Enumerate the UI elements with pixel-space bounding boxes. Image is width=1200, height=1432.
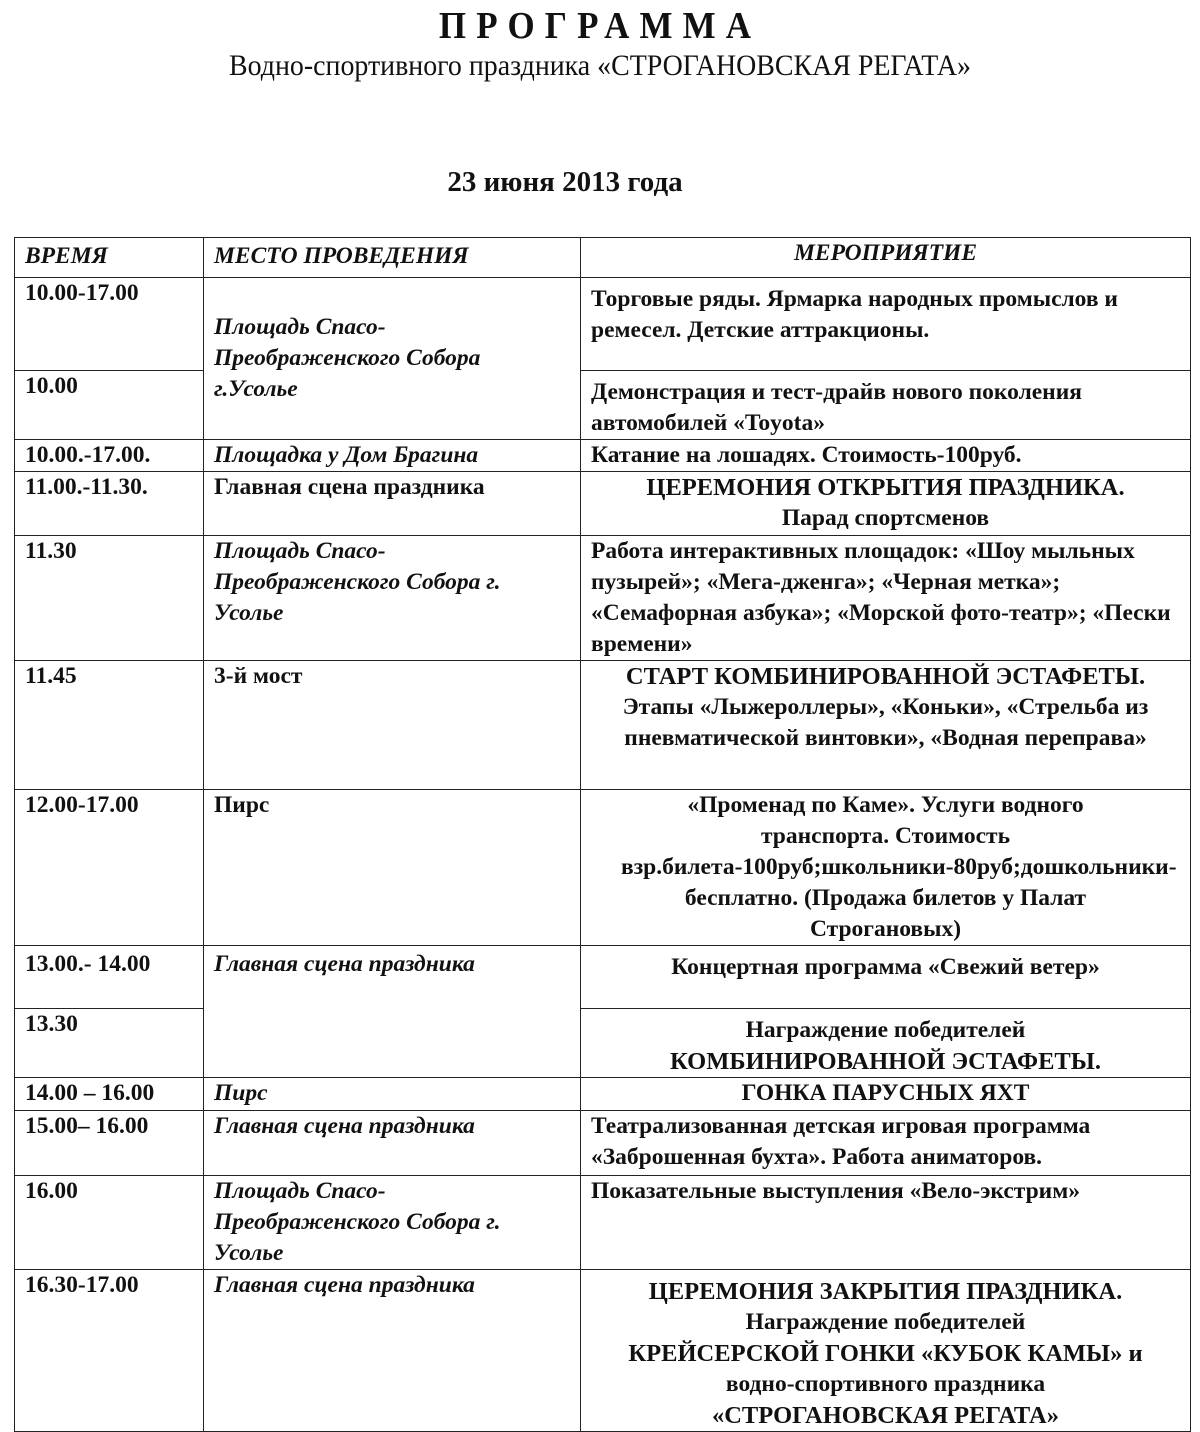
time-cell: 10.00.-17.00. bbox=[15, 440, 204, 472]
document-title: ПРОГРАММА bbox=[438, 5, 762, 47]
place-cell: Главная сцена праздника bbox=[204, 946, 581, 1078]
event-line: «СТРОГАНОВСКАЯ РЕГАТА» bbox=[711, 1402, 1060, 1429]
event-cell: Работа интерактивных площадок: «Шоу мыльных пузырей»; «Мега-дженга»; «Черная метка»; «Семафорная азбука»; «Морской фото-театр»; «Пески времени» bbox=[581, 536, 1191, 661]
event-cell: Театрализованная детская игровая программа «Заброшенная бухта». Работа аниматоров. bbox=[581, 1111, 1191, 1176]
place-cell: Пирс bbox=[204, 790, 581, 946]
time-cell: 15.00– 16.00 bbox=[15, 1111, 204, 1176]
event-cell bbox=[581, 1009, 1191, 1078]
place-cell: Пирс bbox=[204, 1078, 581, 1111]
place-cell: Площадь Спасо-Преображенского Собора г. Усолье bbox=[204, 1176, 581, 1270]
event-headline: ЦЕРЕМОНИЯ ЗАКРЫТИЯ ПРАЗДНИКА. bbox=[648, 1278, 1123, 1305]
event-date: 23 июня 2013 года bbox=[447, 166, 683, 198]
event-line: Награждение победителей bbox=[745, 1017, 1026, 1043]
table-row bbox=[15, 1111, 1191, 1176]
table-row bbox=[15, 440, 1191, 472]
event-cell: Демонстрация и тест-драйв нового поколения автомобилей «Toyota» bbox=[581, 371, 1191, 440]
time-cell: 11.45 bbox=[15, 661, 204, 790]
place-cell: Главная сцена праздника bbox=[204, 472, 581, 536]
time-cell: 16.30-17.00 bbox=[15, 1270, 204, 1432]
event-line: водно-спортивного праздника bbox=[725, 1371, 1046, 1397]
event-headline: КОМБИНИРОВАННОЙ ЭСТАФЕТЫ. bbox=[670, 1048, 1101, 1075]
time-cell: 13.00.- 14.00 bbox=[15, 946, 204, 1009]
time-cell: 16.00 bbox=[15, 1176, 204, 1270]
time-cell: 13.30 bbox=[15, 1009, 204, 1078]
time-cell: 11.30 bbox=[15, 536, 204, 661]
table-row bbox=[15, 946, 1191, 1009]
table-row bbox=[15, 472, 1191, 536]
event-line: Награждение победителей bbox=[745, 1309, 1026, 1335]
place-cell: Площадка у Дом Брагина bbox=[204, 440, 581, 472]
table-row bbox=[15, 790, 1191, 946]
table-row bbox=[15, 371, 1191, 440]
time-cell: 10.00 bbox=[15, 371, 204, 440]
event-cell bbox=[581, 661, 1191, 790]
event-cell: Показательные выступления «Вело-экстрим» bbox=[581, 1176, 1191, 1270]
event-cell: Торговые ряды. Ярмарка народных промыслов и ремесел. Детские аттракционы. bbox=[581, 278, 1191, 371]
event-line: КРЕЙСЕРСКОЙ ГОНКИ «КУБОК КАМЫ» и bbox=[628, 1340, 1143, 1367]
place-cell: Главная сцена праздника bbox=[204, 1270, 581, 1432]
event-cell bbox=[581, 472, 1191, 536]
place-cell: 3-й мост bbox=[204, 661, 581, 790]
place-cell: Главная сцена праздника bbox=[204, 1111, 581, 1176]
event-headline: СТАРТ КОМБИНИРОВАННОЙ ЭСТАФЕТЫ. bbox=[625, 663, 1146, 690]
event-line: Парад спортсменов bbox=[781, 505, 990, 531]
place-cell: Площадь Спасо-Преображенского Собора г. Усолье bbox=[204, 536, 581, 661]
document-subtitle: Водно-спортивного праздника «СТРОГАНОВСКАЯ РЕГАТА» bbox=[229, 49, 971, 82]
schedule-table bbox=[14, 237, 1191, 1432]
column-header-place: МЕСТО ПРОВЕДЕНИЯ bbox=[204, 238, 581, 278]
event-line: Этапы «Лыжероллеры», «Коньки», «Стрельба из пневматической винтовки», «Водная переправа» bbox=[622, 694, 1149, 751]
table-row bbox=[15, 661, 1191, 790]
table-row bbox=[15, 1078, 1191, 1111]
event-cell: «Променад по Каме». Услуги водного транспорта. Стоимость взр.билета-100руб;школьники-80руб;дошкольники-бесплатно. (Продажа билетов у Палат Строгановых) bbox=[581, 790, 1191, 946]
event-cell: ГОНКА ПАРУСНЫХ ЯХТ bbox=[581, 1078, 1191, 1111]
table-row bbox=[15, 1009, 1191, 1078]
event-cell: Концертная программа «Свежий ветер» bbox=[581, 946, 1191, 1009]
time-cell: 14.00 – 16.00 bbox=[15, 1078, 204, 1111]
time-cell: 12.00-17.00 bbox=[15, 790, 204, 946]
table-row bbox=[15, 1270, 1191, 1432]
place-cell: Площадь Спасо-Преображенского Собора г.Усолье bbox=[204, 278, 581, 440]
table-row bbox=[15, 1176, 1191, 1270]
column-header-event: МЕРОПРИЯТИЕ bbox=[581, 238, 1191, 278]
time-cell: 11.00.-11.30. bbox=[15, 472, 204, 536]
time-cell: 10.00-17.00 bbox=[15, 278, 204, 371]
event-cell bbox=[581, 1270, 1191, 1432]
table-row bbox=[15, 278, 1191, 371]
table-row bbox=[15, 536, 1191, 661]
event-headline: ЦЕРЕМОНИЯ ОТКРЫТИЯ ПРАЗДНИКА. bbox=[646, 474, 1125, 501]
table-header-row bbox=[15, 238, 1191, 278]
event-cell: Катание на лошадях. Стоимость-100руб. bbox=[581, 440, 1191, 472]
column-header-time: ВРЕМЯ bbox=[15, 238, 204, 278]
